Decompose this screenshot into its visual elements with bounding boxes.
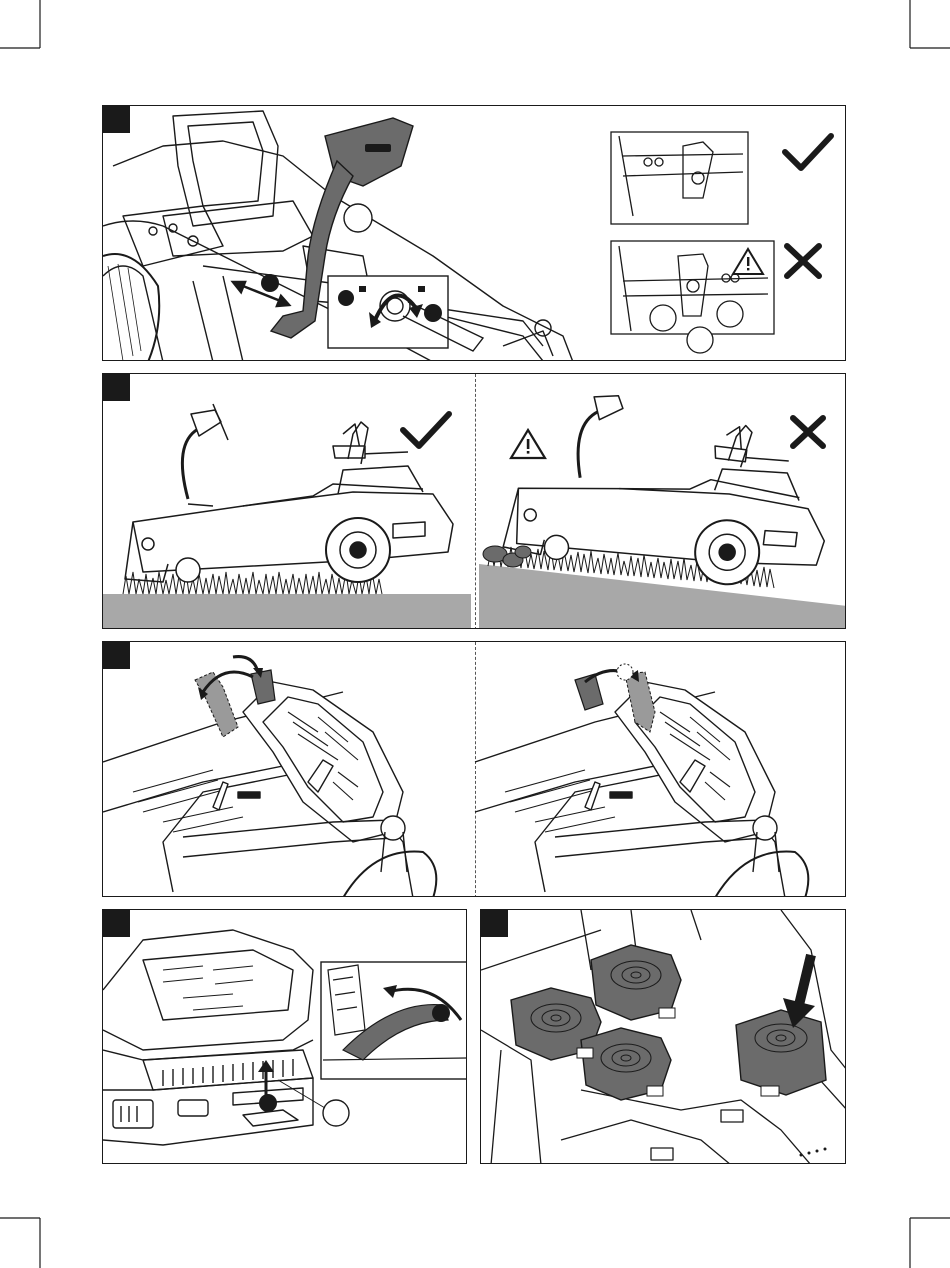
figure-3-drawing — [103, 642, 846, 897]
figure-3-panel — [102, 641, 846, 897]
check-icon-2 — [403, 414, 449, 446]
figure-4-drawing — [103, 910, 467, 1164]
cross-icon-2 — [793, 418, 823, 446]
figure-1-drawing — [103, 106, 846, 361]
cross-icon-1 — [787, 246, 819, 276]
figure-5-drawing — [481, 910, 846, 1164]
figure-4-panel — [102, 909, 467, 1164]
unlock-icon — [359, 286, 366, 292]
figure-2-panel — [102, 373, 846, 629]
figure-5-panel — [480, 909, 846, 1164]
check-icon-1 — [785, 136, 831, 168]
warning-icon-2 — [511, 430, 545, 458]
knob-callout-dot — [338, 290, 354, 306]
figure-2-drawing — [103, 374, 846, 629]
battery-packs — [511, 945, 826, 1100]
figure-1-panel — [102, 105, 846, 361]
lock-icon — [418, 286, 425, 292]
